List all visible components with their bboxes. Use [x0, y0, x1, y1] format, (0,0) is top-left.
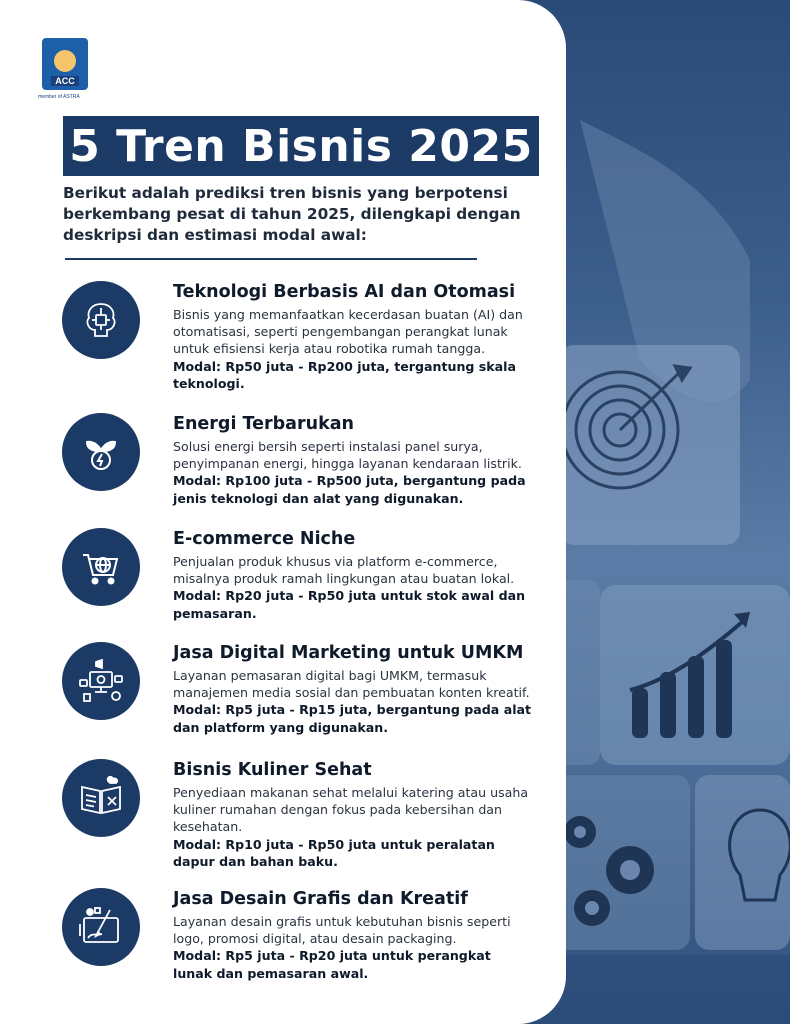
- item-description: Bisnis yang memanfaatkan kecerdasan buatan (AI) dan otomatisasi, seperti pengembangan perangkat lunak untuk efisiensi kerja atau robotika rumah tangga.: [173, 307, 523, 357]
- item-modal: Modal: Rp100 juta - Rp500 juta, bergantung pada jenis teknologi dan alat yang digunakan.: [173, 473, 526, 506]
- item-description: Layanan pemasaran digital bagi UMKM, termasuk manajemen media sosial dan pembuatan konten kreatif.: [173, 668, 530, 701]
- item-modal: Modal: Rp5 juta - Rp20 juta untuk perangkat lunak dan pemasaran awal.: [173, 948, 491, 981]
- item-title: E-commerce Niche: [173, 529, 356, 549]
- item-title: Jasa Desain Grafis dan Kreatif: [173, 889, 468, 909]
- item-description: Layanan desain grafis untuk kebutuhan bisnis seperti logo, promosi digital, atau desain packaging.: [173, 914, 511, 947]
- digital-marketing-icon: [62, 642, 140, 720]
- divider: [65, 258, 477, 260]
- item-title: Teknologi Berbasis AI dan Otomasi: [173, 282, 516, 302]
- logo-text: ACC: [51, 76, 79, 86]
- item-description: Penyediaan makanan sehat melalui katering atau usaha kuliner rumahan dengan fokus pada kebersihan dan kesehatan.: [173, 785, 529, 835]
- leaf-energy-icon: [62, 413, 140, 491]
- mascot-icon: [54, 50, 76, 72]
- item-title: Jasa Digital Marketing untuk UMKM: [173, 643, 524, 663]
- item-modal: Modal: Rp5 juta - Rp15 juta, bergantung pada alat dan platform yang digunakan.: [173, 702, 532, 735]
- title-banner: [63, 116, 539, 176]
- item-modal: Modal: Rp10 juta - Rp50 juta untuk peralatan dapur dan bahan baku.: [173, 836, 495, 869]
- item-modal: Modal: Rp50 juta - Rp200 juta, tergantung skala teknologi.: [173, 358, 516, 391]
- ai-brain-icon: [62, 281, 140, 359]
- intro-text: Berikut adalah prediksi tren bisnis yang berpotensi berkembang pesat di tahun 2025, dilengkapi dengan deskripsi dan estimasi modal awal:: [63, 184, 521, 244]
- globe-cart-icon: [62, 528, 140, 606]
- page-title: 5 Tren Bisnis 2025: [69, 120, 533, 172]
- recipe-book-icon: [62, 759, 140, 837]
- acc-logo: [42, 38, 88, 90]
- item-modal: Modal: Rp20 juta - Rp50 juta untuk stok awal dan pemasaran.: [173, 588, 526, 621]
- item-description: Penjualan produk khusus via platform e-commerce, misalnya produk ramah lingkungan atau buatan lokal.: [173, 554, 515, 587]
- item-title: Energi Terbarukan: [173, 414, 354, 434]
- item-description: Solusi energi bersih seperti instalasi panel surya, penyimpanan energi, hingga layanan kendaraan listrik.: [173, 439, 522, 472]
- logo-subtitle: member of ASTRA: [38, 94, 80, 100]
- item-title: Bisnis Kuliner Sehat: [173, 760, 372, 780]
- design-tablet-icon: [62, 888, 140, 966]
